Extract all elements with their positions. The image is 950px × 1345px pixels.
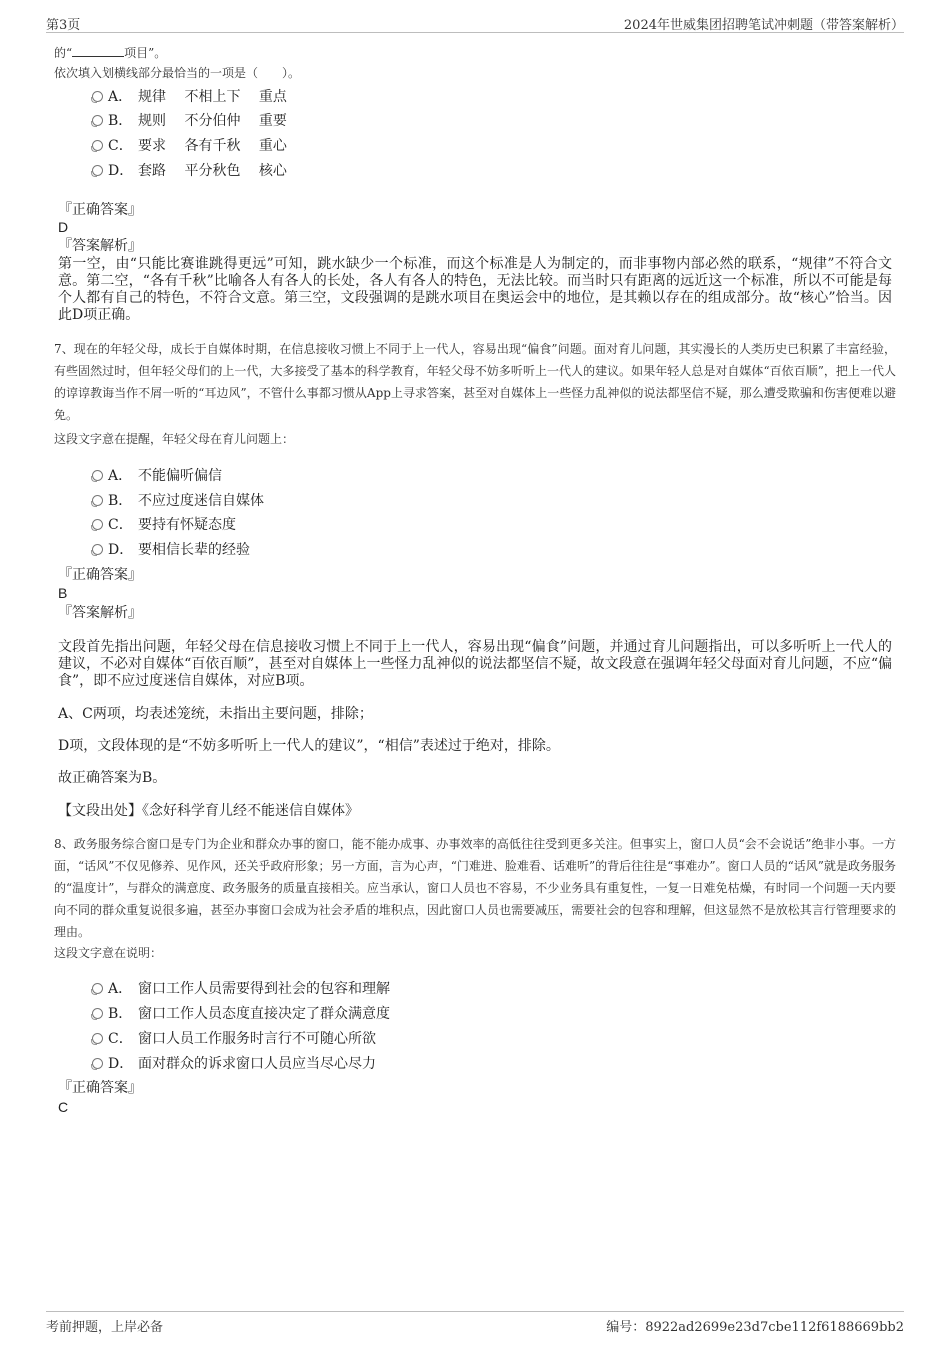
q6-analysis: 第一空，由“只能比赛谁跳得更远”可知，跳水缺少一个标准，而这个标准是人为制定的，而非事物内部必然的联系，“规律”不符合文意。第二空，“各有千秋”比喻各人有各人的长处，各人有各人的特色，无法比较。而当时只有距离的远近这一个标准，所以不可能是每个人都有自己的特色，不符合文意。第三空，文段强调的是跳水项目在奥运会中的地位，是其赖以存在的组成部分。故“核心”恰当。因此D项正确。 — [58, 256, 892, 323]
radio-icon[interactable] — [92, 1008, 103, 1019]
q7-analysis-d: D项，文段体现的是“不妨多听听上一代人的建议”，“相信”表述过于绝对，排除。 — [58, 738, 560, 754]
fill-blank — [72, 44, 124, 57]
radio-icon[interactable] — [92, 983, 103, 994]
q7-answer-label: 『正确答案』 — [58, 567, 142, 583]
q7-conclusion: 故正确答案为B。 — [58, 770, 167, 786]
q7-option-d[interactable]: D． 要相信长辈的经验 — [92, 539, 250, 559]
q6-prompt: 依次填入划横线部分最恰当的一项是（ ）。 — [54, 66, 301, 80]
radio-icon[interactable] — [92, 470, 103, 481]
q7-analysis-ac: A、C两项，均表述笼统，未指出主要问题，排除； — [58, 706, 373, 722]
radio-icon[interactable] — [92, 140, 103, 151]
q6-stem-tail: 的“ 项目”。 — [54, 46, 167, 60]
q7-option-a[interactable]: A． 不能偏听偏信 — [92, 465, 222, 485]
page-footer — [46, 1311, 904, 1340]
q8-answer: C — [58, 1099, 69, 1115]
q6-answer: D — [58, 219, 69, 235]
document-id: 编号：8922ad2699e23d7cbe112f6188669bb2 — [606, 1320, 904, 1335]
q7-analysis-label: 『答案解析』 — [58, 605, 142, 621]
q7-option-b[interactable]: B． 不应过度迷信自媒体 — [92, 490, 264, 510]
q8-option-d[interactable]: D． 面对群众的诉求窗口人员应当尽心尽力 — [92, 1053, 376, 1073]
q6-option-a[interactable]: A． 规律 不相上下 重点 — [92, 86, 287, 106]
q7-option-c[interactable]: C． 要持有怀疑态度 — [92, 514, 236, 534]
q6-option-c[interactable]: C． 要求 各有千秋 重心 — [92, 135, 287, 155]
radio-icon[interactable] — [92, 495, 103, 506]
q7-analysis-paragraph: 文段首先指出问题，年轻父母在信息接收习惯上不同于上一代人，容易出现“偏食”问题，并通过育儿问题指出，可以多听听上一代人的建议，不必对自媒体“百依百顺”，甚至对自媒体上一些怪力乱神似的说法都坚信不疑，故文段意在强调年轻父母面对育儿问题，不应“偏食”，即不应过度迷信自媒体，对应B项。 — [58, 639, 892, 689]
q8-stem: 8、政务服务综合窗口是专门为企业和群众办事的窗口，能不能办成事、办事效率的高低往往受到更多关注。但事实上，窗口人员“会不会说话”绝非小事。一方面，“话风”不仅见修养、见作风，还关乎政府形象；另一方面，言为心声，“门难进、脸难看、话难听”的背后往往是“事难办”。窗口人员的“话风”就是政务服务的“温度计”，与群众的满意度、政务服务的质量直接相关。应当承认，窗口人员也不容易，不少业务具有重复性，一复一日难免枯燥，有时同一个问题一天内要向不同的群众重复说很多遍，甚至办事窗口会成为社会矛盾的堆积点，因此窗口人员也需要减压，需要社会的包容和理解，但这显然不是放松其言行管理要求的理由。 — [54, 837, 896, 939]
page-header — [46, 14, 904, 33]
document-title: 2024年世威集团招聘笔试冲刺题（带答案解析） — [623, 18, 904, 33]
q6-answer-label: 『正确答案』 — [58, 202, 142, 218]
q6-analysis-label: 『答案解析』 — [58, 238, 142, 254]
radio-icon[interactable] — [92, 1058, 103, 1069]
radio-icon[interactable] — [92, 91, 103, 102]
q7-answer: B — [58, 585, 68, 601]
q7-source: 【文段出处】《念好科学育儿经不能迷信自媒体》 — [58, 803, 359, 819]
q7-prompt: 这段文字意在提醒，年轻父母在育儿问题上： — [54, 432, 295, 446]
radio-icon[interactable] — [92, 115, 103, 126]
q8-option-c[interactable]: C． 窗口人员工作服务时言行不可随心所欲 — [92, 1028, 376, 1048]
radio-icon[interactable] — [92, 1033, 103, 1044]
q6-option-d[interactable]: D． 套路 平分秋色 核心 — [92, 160, 287, 180]
radio-icon[interactable] — [92, 544, 103, 555]
q8-prompt: 这段文字意在说明： — [54, 946, 163, 960]
q6-option-b[interactable]: B． 规则 不分伯仲 重要 — [92, 110, 287, 130]
q8-answer-label: 『正确答案』 — [58, 1080, 142, 1096]
radio-icon[interactable] — [92, 519, 103, 530]
q8-option-a[interactable]: A． 窗口工作人员需要得到社会的包容和理解 — [92, 978, 390, 998]
radio-icon[interactable] — [92, 165, 103, 176]
q7-stem: 7、现在的年轻父母，成长于自媒体时期，在信息接收习惯上不同于上一代人，容易出现“偏食”问题。面对育儿问题，其实漫长的人类历史已积累了丰富经验，有些固然过时，但年轻父母们的上一代，大多接受了基本的科学教育，年轻父母不妨多听听上一代人的建议。如果年轻人总是对自媒体“百依百顺”，把上一代人的谆谆教诲当作不屑一听的“耳边风”，不管什么事都习惯从App上寻求答案，甚至对自媒体上一些怪力乱神似的说法都坚信不疑，那么遭受欺骗和伤害便难以避免。 — [54, 342, 896, 422]
q8-option-b[interactable]: B． 窗口工作人员态度直接决定了群众满意度 — [92, 1003, 390, 1023]
page-number: 第3页 — [46, 18, 81, 33]
footer-slogan: 考前押题，上岸必备 — [46, 1320, 164, 1335]
